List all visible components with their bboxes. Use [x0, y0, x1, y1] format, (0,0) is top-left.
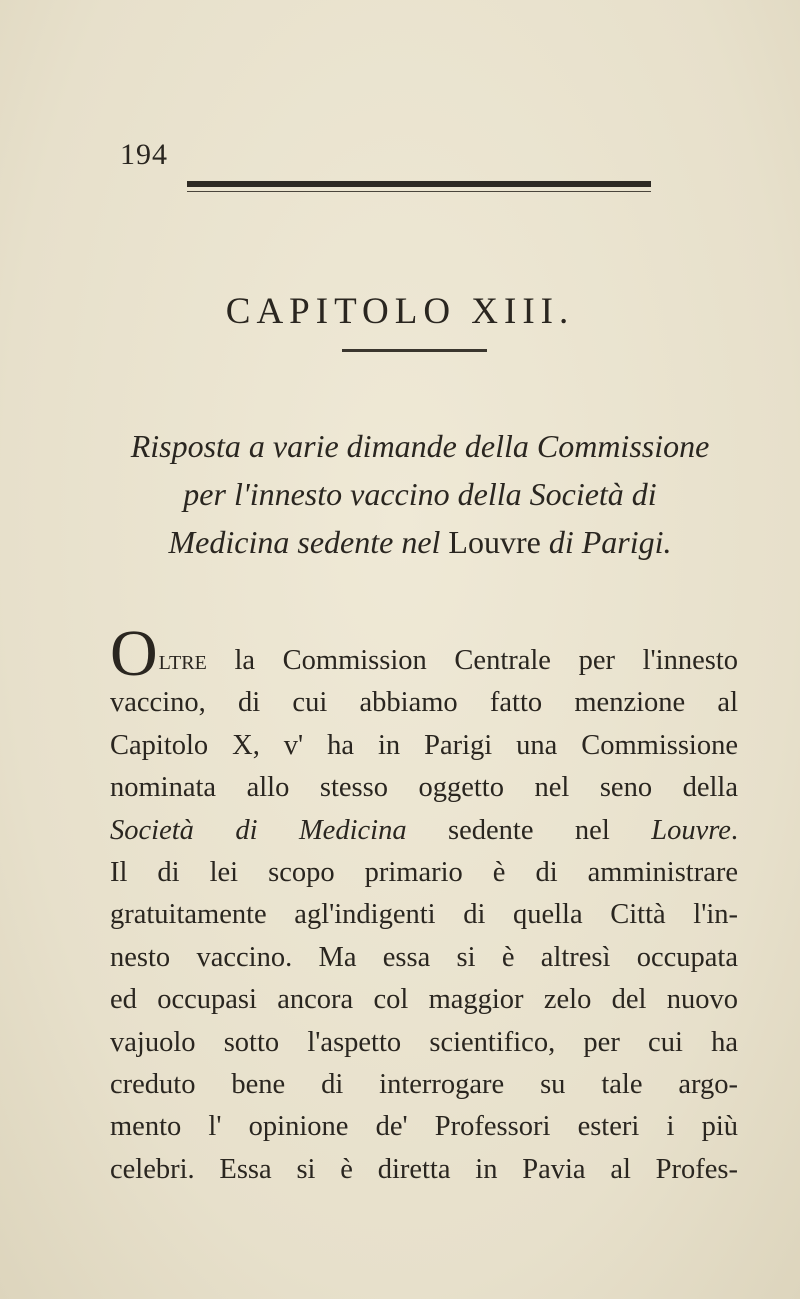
text-line: vajuolo sotto l'aspetto scientifico, per cui ha [110, 1026, 738, 1058]
body-paragraph [110, 617, 739, 1191]
text-line: Il di lei scopo primario è di amministrare [110, 857, 738, 889]
subtitle-line-3-roman: Louvre [448, 524, 541, 560]
text-line: Capitolo X, v' ha in Parigi una Commissione [110, 729, 738, 761]
text-segment: sedente nel [448, 814, 610, 846]
chapter-title: CAPITOLO XIII. [225, 291, 575, 332]
text-line [110, 617, 738, 690]
text-line: mento l' opinione de' Professori esteri i più [110, 1111, 738, 1143]
text-line: creduto bene di interrogare su tale argo- [110, 1069, 738, 1101]
header-rule [187, 181, 651, 187]
chapter-subtitle [100, 422, 740, 566]
text-line: celebri. Essa si è diretta in Pavia al Profes- [110, 1153, 738, 1185]
drop-cap: O [110, 617, 158, 690]
chapter-rule [342, 349, 487, 352]
subtitle-line-2: per l'innesto vaccino della Società di [183, 476, 657, 512]
text-italic: Louvre [651, 814, 731, 846]
header-rule-thin [187, 191, 651, 192]
text-line [110, 810, 738, 852]
subtitle-line-3b: di Parigi. [548, 524, 672, 560]
text-italic: Società di Medicina [110, 814, 407, 846]
subtitle-line-3a: Medicina sedente nel [168, 524, 441, 560]
text-smallcaps: ltre [158, 645, 207, 676]
page-number: 194 [120, 138, 168, 171]
subtitle-line-1: Risposta a varie dimande della Commissione [130, 428, 710, 464]
text-segment: la Commission Centrale per l'innesto [234, 645, 738, 676]
text-line: vaccino, di cui abbiamo fatto menzione al [110, 687, 738, 719]
text-line: ed occupasi ancora col maggior zelo del nuovo [110, 984, 738, 1016]
text-segment: . [730, 814, 739, 846]
text-line: nesto vaccino. Ma essa si è altresì occupata [110, 941, 738, 973]
text-line: nominata allo stesso oggetto nel seno della [110, 772, 738, 804]
text-line: gratuitamente agl'indigenti di quella Città l'in- [110, 899, 738, 931]
